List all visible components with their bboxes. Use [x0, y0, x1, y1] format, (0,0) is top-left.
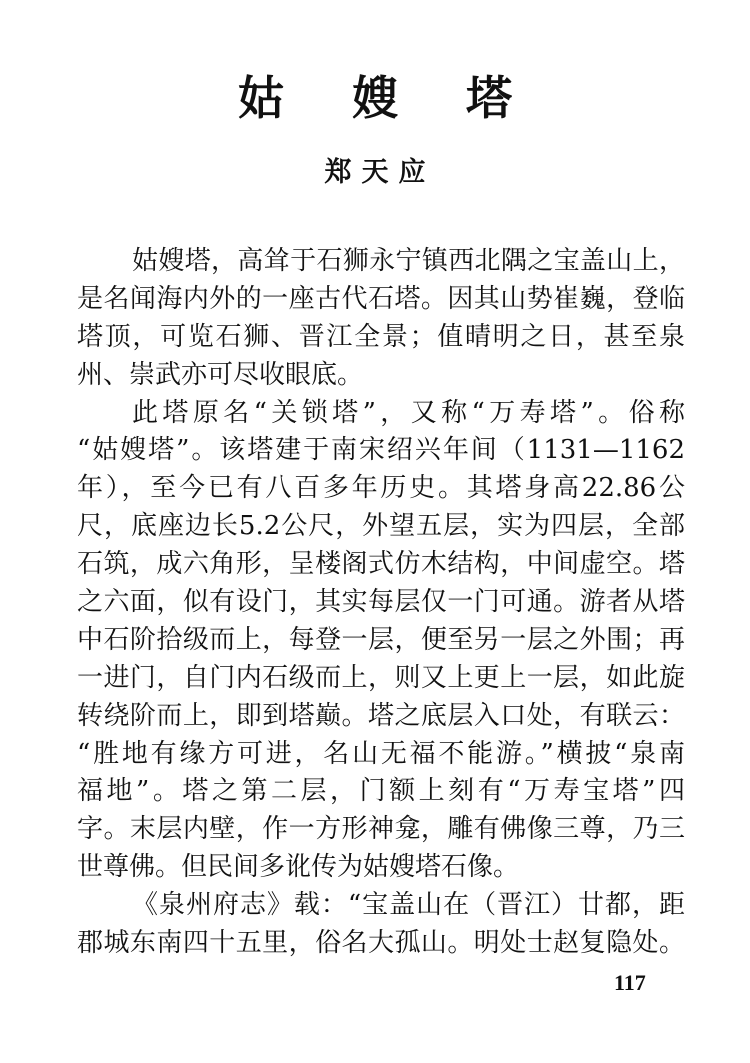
text-line: “姑嫂塔”。该塔建于南宋绍兴年间（1131—1162 — [77, 435, 685, 466]
text-line: 石筑，成六角形，呈楼阁式仿木结构，中间虚空。塔 — [77, 549, 685, 580]
text-line: 塔顶，可览石狮、晋江全景；值晴明之日，甚至泉 — [77, 321, 685, 352]
text-line: 是名闻海内外的一座古代石塔。因其山势崔巍，登临 — [77, 283, 685, 314]
text-line: 此塔原名“关锁塔”，又称“万寿塔”。俗称 — [132, 397, 685, 428]
page-number: 117 — [614, 970, 646, 995]
text-line: 福地”。塔之第二层，门额上刻有“万寿宝塔”四 — [77, 776, 685, 807]
text-line: 转绕阶而上，即到塔巅。塔之底层入口处，有联云： — [77, 700, 685, 731]
article-body — [77, 243, 685, 963]
text-line: 郡城东南四十五里，俗名大孤山。明处士赵复隐处。 — [77, 928, 685, 959]
text-line: 之六面，似有设门，其实每层仅一门可通。游者从塔 — [77, 587, 685, 618]
text-line: 尺，底座边长5.2公尺，外望五层，实为四层，全部 — [77, 511, 685, 542]
text-line: 姑嫂塔，高耸于石狮永宁镇西北隅之宝盖山上， — [132, 246, 685, 276]
text-line: 州、崇武亦可尽收眼底。 — [77, 359, 364, 390]
text-line: 年），至今已有八百多年历史。其塔身高22.86公 — [77, 473, 685, 504]
text-line: 《泉州府志》载：“宝盖山在（晋江）廿都，距 — [132, 890, 685, 921]
paragraph — [77, 243, 685, 395]
text-line: 世尊佛。但民间多讹传为姑嫂塔石像。 — [77, 852, 520, 883]
text-line: 一进门，自门内石级而上，则又上更上一层，如此旋 — [77, 662, 685, 693]
text-line: 字。末层内壁，作一方形神龛，雕有佛像三尊，乃三 — [77, 814, 685, 845]
author-name: 郑天应 — [324, 157, 436, 188]
text-line: 中石阶拾级而上，每登一层，便至另一层之外围；再 — [77, 624, 685, 655]
text-line: “胜地有缘方可进，名山无福不能游。”横披“泉南 — [77, 738, 685, 769]
paragraph — [77, 887, 685, 963]
paragraph — [77, 395, 685, 888]
article-title: 姑 嫂 塔 — [237, 71, 539, 125]
